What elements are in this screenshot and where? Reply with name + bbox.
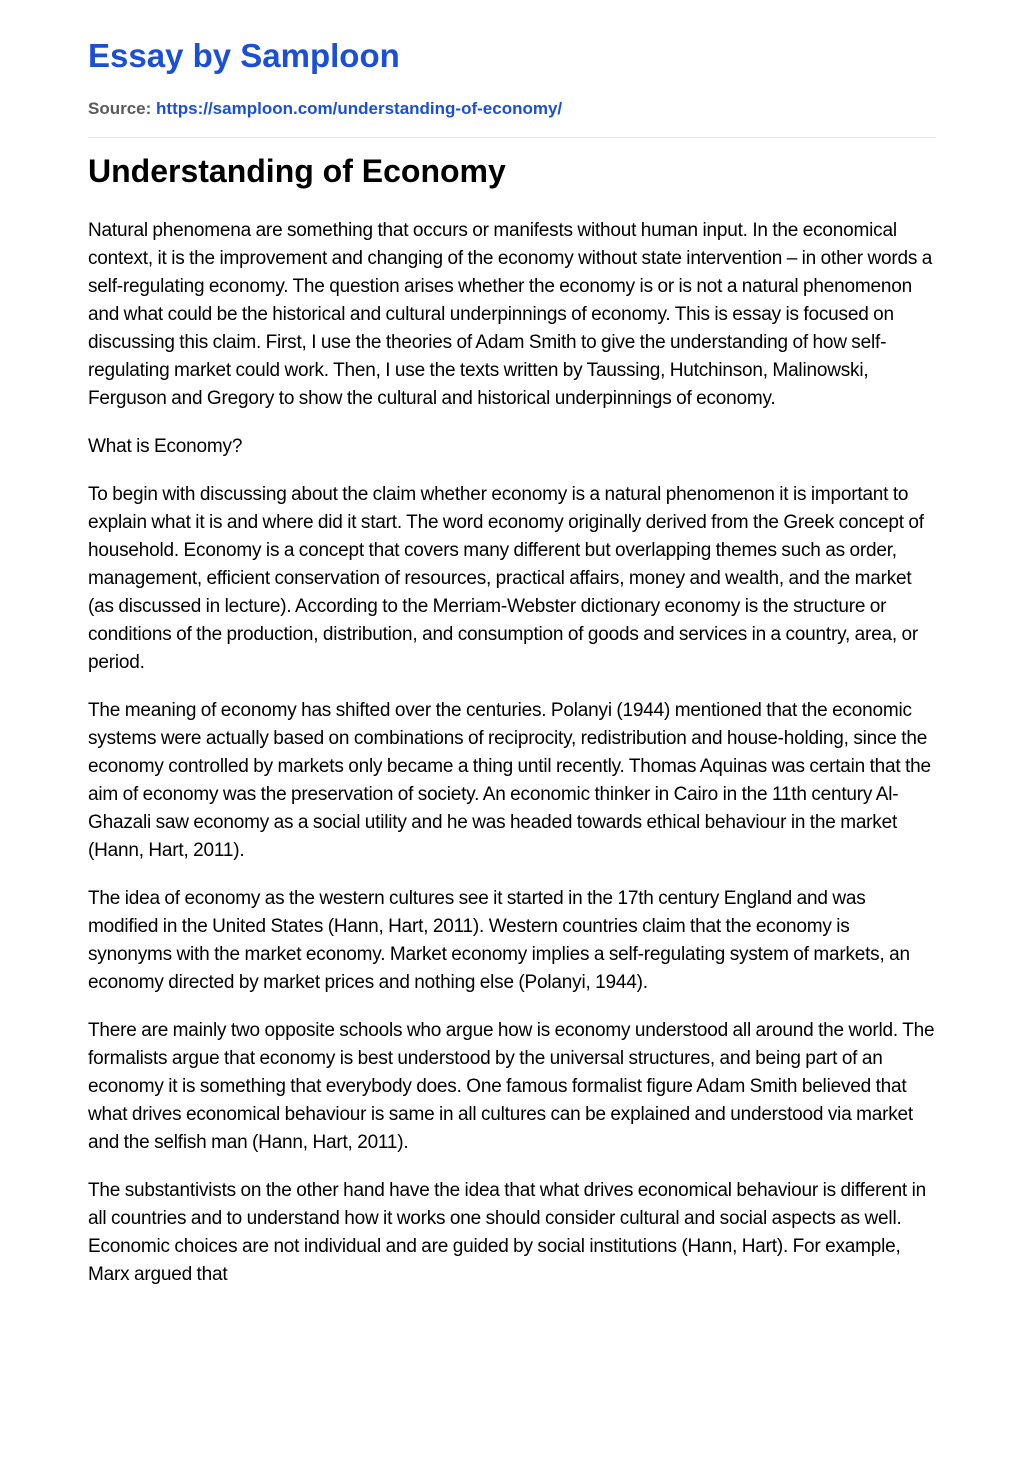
source-link[interactable]: https://samploon.com/understanding-of-economy/ [156,99,563,118]
header-divider [88,137,936,138]
source-line [88,97,936,121]
paragraph-history: The meaning of economy has shifted over the centuries. Polanyi (1944) mentioned that the economic systems were actually based on combinations of reciprocity, redistribution and house-holding, since the economy controlled by markets only became a thing until recently. Thomas Aquinas was certain that the aim of economy was the preservation of society. An economic thinker in Cairo in the 11th century Al-Ghazali saw economy as a social utility and he was headed towards ethical behaviour in the market (Hann, Hart, 2011). [88,700,931,861]
paragraph-western-idea: The idea of economy as the western cultures see it started in the 17th century England and was modified in the United States (Hann, Hart, 2011). Western countries claim that the economy is synonyms with the market economy. Market economy implies a self-regulating system of markets, an economy directed by market prices and nothing else (Polanyi, 1944). [88,888,910,993]
paragraph-formalists: There are mainly two opposite schools who argue how is economy understood all around the world. The formalists argue that economy is best understood by the universal structures, and being part of an economy it is something that everybody does. One famous formalist figure Adam Smith believed that what drives economical behaviour is same in all cultures can be explained and understood via market and the selfish man (Hann, Hart, 2011). [88,1020,935,1153]
essay-title: Understanding of Economy [88,153,506,189]
paragraph-substantivists: The substantivists on the other hand have the idea that what drives economical behaviour is different in all countries and to understand how it works one should consider cultural and social aspects as well. Economic choices are not individual and are guided by social institutions (Hann, Hart). For example, Marx argued that [88,1180,926,1285]
brand-title: Essay by Samploon [88,37,400,74]
source-label: Source: [88,99,152,118]
paragraph-definition: To begin with discussing about the claim whether economy is a natural phenomenon it is important to explain what it is and where did it start. The word economy originally derived from the Greek concept of household. Economy is a concept that covers many different but overlapping themes such as order, management, efficient conservation of resources, practical affairs, money and wealth, and the market (as discussed in lecture). According to the Merriam-Webster dictionary economy is the structure or conditions of the production, distribution, and consumption of goods and services in a country, area, or period. [88,484,924,673]
essay-body [88,217,936,1289]
paragraph-intro: Natural phenomena are something that occurs or manifests without human input. In the economical context, it is the improvement and changing of the economy without state intervention – in other words a self-regulating economy. The question arises whether the economy is or is not a natural phenomenon and what could be the historical and cultural underpinnings of economy. This is essay is focused on discussing this claim. First, I use the theories of Adam Smith to give the understanding of how self-regulating market could work. Then, I use the texts written by Taussing, Hutchinson, Malinowski, Ferguson and Gregory to show the cultural and historical underpinnings of economy. [88,220,933,409]
section-heading-what-is-economy: What is Economy? [88,436,243,457]
